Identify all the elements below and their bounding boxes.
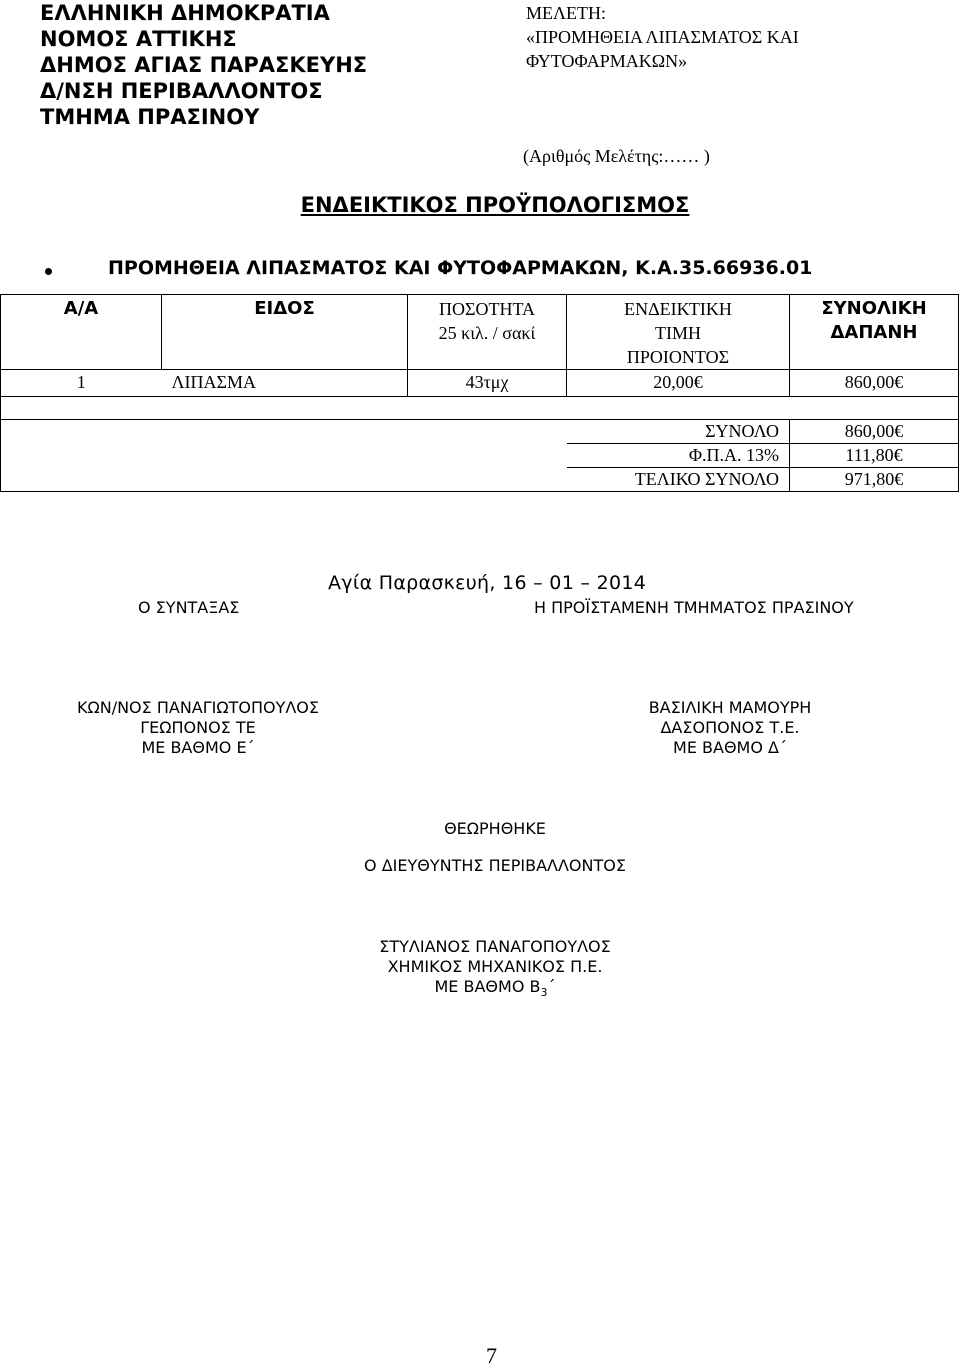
- director-role: ΧΗΜΙΚΟΣ ΜΗΧΑΝΙΚΟΣ Π.Ε.: [387, 957, 603, 976]
- composer-name: ΚΩΝ/ΝΟΣ ΠΑΝΑΓΙΩΤΟΠΟΥΛΟΣ: [77, 698, 319, 717]
- head-title: Η ΠΡΟΪΣΤΑΜΕΝΗ ΤΜΗΜΑΤΟΣ ΠΡΑΣΙΝΟΥ: [534, 598, 854, 617]
- director-grade: [365, 977, 625, 1003]
- issuer-line: Δ/ΝΣΗ ΠΕΡΙΒΑΛΛΟΝΤΟΣ: [40, 79, 323, 103]
- empty-cell: [1, 397, 959, 420]
- director-signature: [365, 937, 625, 1003]
- header-aa: Α/Α: [1, 295, 162, 370]
- issuer-block: [40, 0, 367, 130]
- director-grade-mark: ΄: [547, 977, 556, 996]
- header-total: [790, 295, 959, 370]
- issuer-line: ΔΗΜΟΣ ΑΓΙΑΣ ΠΑΡΑΣΚΕΥΗΣ: [40, 53, 368, 77]
- cell-price: 20,00€: [567, 370, 790, 397]
- signature-date: Αγία Παρασκευή, 16 – 01 – 2014: [328, 572, 647, 594]
- summary-label: Φ.Π.Α. 13%: [567, 444, 790, 468]
- director-name: ΣΤΥΛΙΑΝΟΣ ΠΑΝΑΓΟΠΟΥΛΟΣ: [379, 937, 611, 956]
- issuer-line: ΝΟΜΟΣ ΑΤΤΙΚΗΣ: [40, 27, 237, 51]
- table-row: [1, 370, 959, 397]
- header-total-line: ΔΑΠΑΝΗ: [830, 322, 918, 343]
- header-item: ΕΙΔΟΣ: [162, 295, 408, 370]
- summary-row: [1, 468, 959, 492]
- composer-grade: ΜΕ ΒΑΘΜΟ Ε΄: [141, 738, 255, 757]
- summary-row: [1, 444, 959, 468]
- study-number: (Αριθμός Μελέτης:…… ): [523, 146, 710, 166]
- director-grade-sub: 3: [540, 986, 548, 1000]
- summary-label: ΣΥΝΟΛΟ: [567, 420, 790, 444]
- header-price-line: ΠΡΟΙΟΝΤΟΣ: [626, 347, 730, 367]
- head-signature: [600, 698, 860, 758]
- head-name: ΒΑΣΙΛΙΚΗ ΜΑΜΟΥΡΗ: [648, 698, 812, 717]
- header-quantity-unit: 25 κιλ. / σακί: [438, 323, 536, 343]
- budget-table: [0, 294, 959, 492]
- summary-row: [1, 420, 959, 444]
- study-title-line: ΦΥΤΟΦΑΡΜΑΚΩΝ»: [526, 51, 688, 71]
- director-title: Ο ΔΙΕΥΘΥΝΤΗΣ ΠΕΡΙΒΑΛΛΟΝΤΟΣ: [364, 856, 626, 875]
- cell-item: ΛΙΠΑΣΜΑ: [162, 370, 408, 397]
- budget-item-heading: ΠΡΟΜΗΘΕΙΑ ΛΙΠΑΣΜΑΤΟΣ ΚΑΙ ΦΥΤΟΦΑΡΜΑΚΩΝ, Κ.Α.35.66936.01: [108, 257, 813, 279]
- approved-label: ΘΕΩΡΗΘΗΚΕ: [444, 819, 546, 838]
- cell-quantity: 43τμχ: [408, 370, 567, 397]
- composer-title: Ο ΣΥΝΤΑΞΑΣ: [138, 598, 240, 617]
- study-title-line: «ΠΡΟΜΗΘΕΙΑ ΛΙΠΑΣΜΑΤΟΣ ΚΑΙ: [526, 27, 799, 47]
- empty-row: [1, 397, 959, 420]
- summary-label: ΤΕΛΙΚΟ ΣΥΝΟΛΟ: [567, 468, 790, 492]
- summary-spacer: [1, 468, 567, 492]
- page-title: ΕΝΔΕΙΚΤΙΚΟΣ ΠΡΟΫΠΟΛΟΓΙΣΜΟΣ: [300, 193, 690, 217]
- table-header-row: [1, 295, 959, 370]
- issuer-line: ΤΜΗΜΑ ΠΡΑΣΙΝΟΥ: [40, 105, 260, 129]
- summary-value: 860,00€: [790, 420, 959, 444]
- summary-spacer: [1, 420, 567, 444]
- study-block: [526, 1, 799, 73]
- header-price-line: ΤΙΜΗ: [655, 323, 701, 343]
- issuer-line: ΕΛΛΗΝΙΚΗ ΔΗΜΟΚΡΑΤΙΑ: [40, 1, 330, 25]
- cell-aa: 1: [1, 370, 162, 397]
- header-price-line: ΕΝΔΕΙΚΤΙΚΗ: [624, 299, 732, 319]
- study-label: ΜΕΛΕΤΗ:: [526, 3, 607, 23]
- header-quantity-line: ΠΟΣΟΤΗΤΑ: [438, 299, 536, 319]
- summary-value: 971,80€: [790, 468, 959, 492]
- page-number: 7: [486, 1343, 497, 1368]
- header-total-line: ΣΥΝΟΛΙΚΗ: [821, 298, 927, 319]
- head-grade: ΜΕ ΒΑΘΜΟ Δ΄: [673, 738, 787, 757]
- composer-signature: [63, 698, 333, 758]
- composer-role: ΓΕΩΠΟΝΟΣ ΤΕ: [140, 718, 256, 737]
- summary-value: 111,80€: [790, 444, 959, 468]
- head-role: ΔΑΣΟΠΟΝΟΣ Τ.Ε.: [660, 718, 800, 737]
- bullet-dot-icon: [45, 268, 52, 275]
- header-quantity: [408, 295, 567, 370]
- director-grade-text: ΜΕ ΒΑΘΜΟ Β: [434, 977, 541, 996]
- cell-total: 860,00€: [790, 370, 959, 397]
- summary-spacer: [1, 444, 567, 468]
- header-price: [567, 295, 790, 370]
